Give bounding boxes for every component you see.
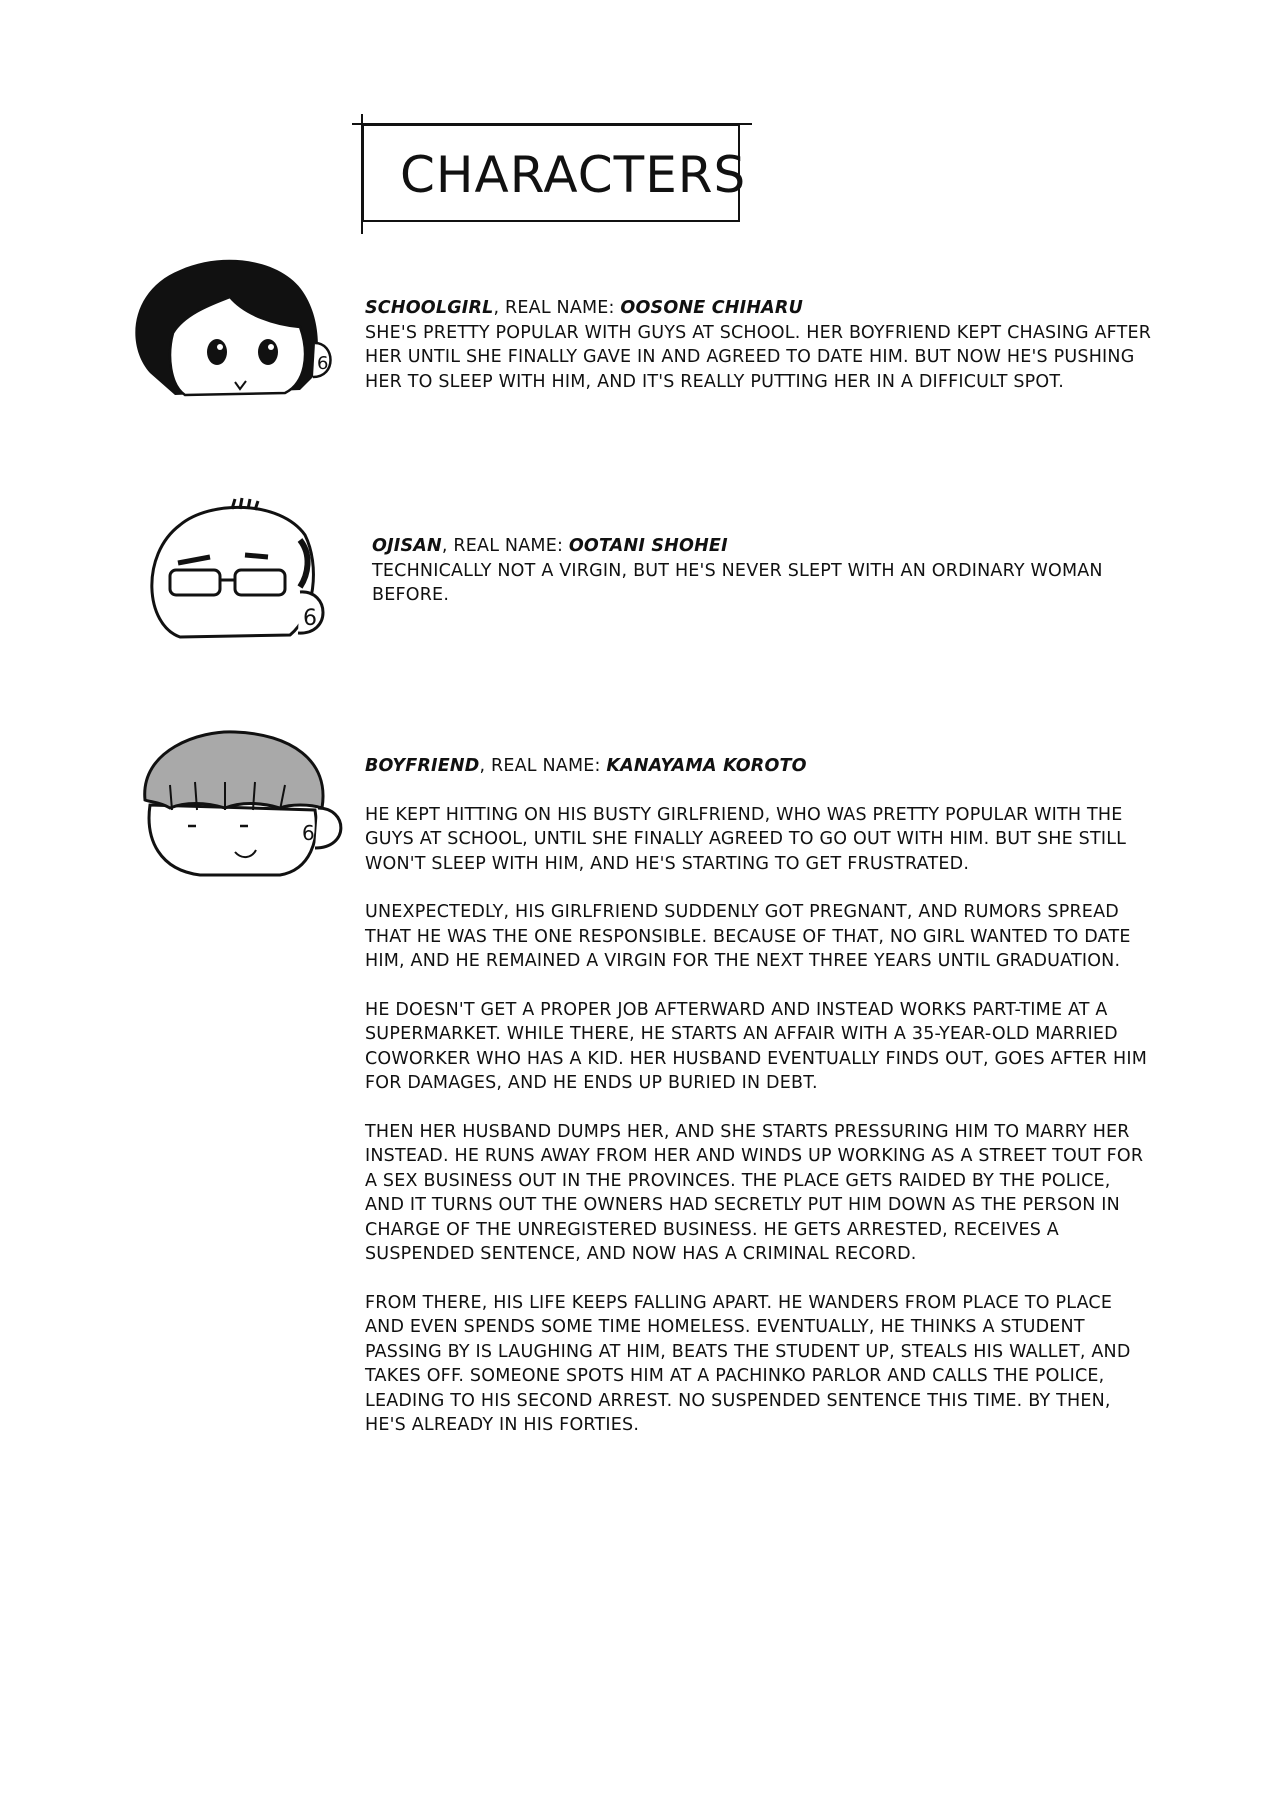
character-role: BOYFRIEND [365,756,480,776]
character-header [365,296,1155,321]
character-description: HE KEPT HITTING ON HIS BUSTY GIRLFRIEND, WHO WAS PRETTY POPULAR WITH THE GUYS AT SCHOOL, UNTIL SHE FINALLY AGREED TO GO OUT WITH HIM. BUT SHE STILL WON'T SLEEP WITH HIM, AND HE'S STARTING TO GET FRUSTRATED. [365,804,1127,874]
character-header [372,534,1132,559]
character-description: THEN HER HUSBAND DUMPS HER, AND SHE STARTS PRESSURING HIM TO MARRY HER INSTEAD. HE RUNS AWAY FROM HER AND WINDS UP WORKING AS A STREET TOUT FOR A SEX BUSINESS OUT IN THE PROVINCES. THE PLACE GETS RAIDED BY THE POLICE, AND IT TURNS OUT THE OWNERS HAD SECRETLY PUT HIM DOWN AS THE PERSON IN CHARGE OF THE UNREGISTERED BUSINESS. HE GETS ARRESTED, RECEIVES A SUSPENDED SENTENCE, AND NOW HAS A CRIMINAL RECORD. [365,1121,1144,1264]
character-real-name: OOTANI SHOHEI [568,536,728,556]
character-role: SCHOOLGIRL [365,298,494,318]
character-label: , REAL NAME: [493,298,621,318]
character-description: TECHNICALLY NOT A VIRGIN, BUT HE'S NEVER SLEPT WITH AN ORDINARY WOMAN BEFORE. [372,560,1103,605]
ojisan-face-icon [140,495,350,645]
character-description: SHE'S PRETTY POPULAR WITH GUYS AT SCHOOL. HER BOYFRIEND KEPT CHASING AFTER HER UNTIL SHE FINALLY GAVE IN AND AGREED TO DATE HIM. BUT NOW HE'S PUSHING HER TO SLEEP WITH HIM, AND IT'S REALLY PUTTING HER IN A DIFFICULT SPOT. [365,322,1152,392]
character-boyfriend [365,754,1155,1462]
boyfriend-face-icon [140,730,350,890]
character-role: OJISAN [372,536,442,556]
character-label: , REAL NAME: [441,536,569,556]
character-label: , REAL NAME: [479,756,607,776]
character-ojisan [372,534,1132,632]
page-title: CHARACTERS [400,146,747,204]
schoolgirl-face-icon [125,255,350,415]
character-description: UNEXPECTEDLY, HIS GIRLFRIEND SUDDENLY GOT PREGNANT, AND RUMORS SPREAD THAT HE WAS THE ONE RESPONSIBLE. BECAUSE OF THAT, NO GIRL WANTED TO DATE HIM, AND HE REMAINED A VIRGIN FOR THE NEXT THREE YEARS UNTIL GRADUATION. [365,902,1131,971]
title-frame [362,124,747,222]
character-header [365,754,1155,779]
character-schoolgirl [365,296,1155,418]
character-real-name: OOSONE CHIHARU [620,298,804,318]
character-description: FROM THERE, HIS LIFE KEEPS FALLING APART. HE WANDERS FROM PLACE TO PLACE AND EVEN SPENDS SOME TIME HOMELESS. EVENTUALLY, HE THINKS A STUDENT PASSING BY IS LAUGHING AT HIM, BEATS THE STUDENT UP, STEALS HIS WALLET, AND TAKES OFF. SOMEONE SPOTS HIM AT A PACHINKO PARLOR AND CALLS THE POLICE, LEADING TO HIS SECOND ARREST. NO SUSPENDED SENTENCE THIS TIME. BY THEN, HE'S ALREADY IN HIS FORTIES. [365,1292,1131,1435]
character-real-name: KANAYAMA KOROTO [606,756,807,776]
svg-text:6: 6 [302,821,315,845]
svg-text:6: 6 [317,353,329,374]
character-description: HE DOESN'T GET A PROPER JOB AFTERWARD AND INSTEAD WORKS PART-TIME AT A SUPERMARKET. WHILE THERE, HE STARTS AN AFFAIR WITH A 35-YEAR-OLD MARRIED COWORKER WHO HAS A KID. HER HUSBAND EVENTUALLY FINDS OUT, GOES AFTER HIM FOR DAMAGES, AND HE ENDS UP BURIED IN DEBT. [365,999,1147,1093]
svg-text:6: 6 [303,606,317,631]
